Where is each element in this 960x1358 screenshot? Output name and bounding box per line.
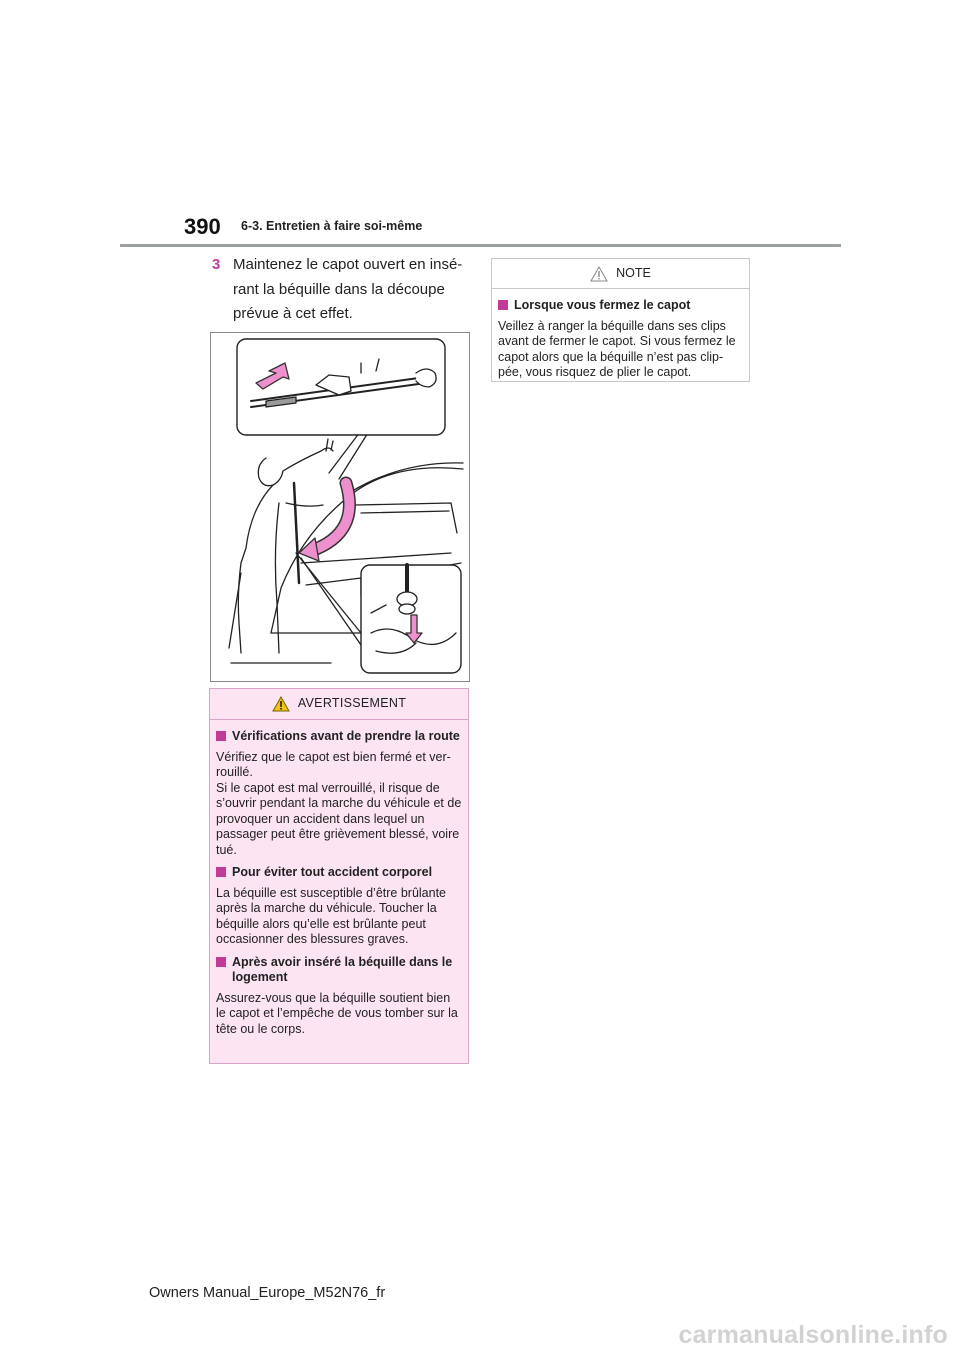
hood-support-rod-illustration [210, 332, 470, 682]
rotate-arrow [311, 483, 349, 551]
note-item-text: Veillez à ranger la béquille dans ses clips avant de fermer le capot. Si vous fermez le capot alors que la béquille n’est pas clip-pée, vous risquez de plier le capot. [498, 318, 736, 379]
warning-content [210, 720, 468, 1037]
page-number: 390 [184, 214, 221, 239]
warning-box [209, 688, 469, 1064]
warning-item-title: Après avoir inséré la béquille dans le logement [216, 955, 462, 986]
caution-triangle-icon [590, 266, 608, 282]
note-heading: NOTE [616, 265, 651, 280]
warning-item-title: Pour éviter tout accident corporel [216, 865, 462, 881]
warning-item-title: Vérifications avant de prendre la route [216, 729, 462, 745]
note-item-title: Lorsque vous fermez le capot [498, 298, 743, 314]
section-title: 6-3. Entretien à faire soi-même [241, 219, 423, 233]
step-text: Maintenez le capot ouvert en insé-rant la béquille dans la découpe prévue à cet effet. [233, 256, 463, 322]
warning-triangle-icon [272, 696, 290, 712]
magenta-square-icon [216, 867, 226, 877]
inset-rod-released [237, 339, 445, 435]
warning-item-text: La béquille est susceptible d’être brûlante après la marche du véhicule. Toucher la béquille alors qu’elle est brûlante peut occasionner des blessures graves. [216, 885, 447, 946]
footer-manual-id: Owners Manual_Europe_M52N76_fr [149, 1285, 386, 1301]
watermark[interactable]: carmanualsonline.info [678, 1321, 948, 1349]
note-header [492, 259, 749, 289]
warning-item-text [216, 750, 462, 859]
rotate-arrow-head [299, 538, 319, 561]
warning-heading: AVERTISSEMENT [297, 696, 407, 711]
magenta-square-icon [498, 300, 508, 310]
magenta-square-icon [216, 957, 226, 967]
header-divider [120, 244, 841, 247]
warning-item-text-line: Vérifiez que le capot est bien fermé et ver-rouillé. Si le capot est mal verrouillé, il risque de s’ouvrir pendant la marche du véhicule et de provoquer un accident dans lequel un passager peut être grièvement blessé, voire tué. [216, 749, 462, 857]
inset-rod-inserted [361, 565, 461, 673]
magenta-square-icon [216, 731, 226, 741]
warning-item-text: Assurez-vous que la béquille soutient bien le capot et l’empêche de vous tomber sur la tête ou le corps. [216, 990, 458, 1036]
step-3 [212, 253, 472, 327]
callout-line-bottom-2 [301, 558, 361, 645]
warning-header [210, 689, 468, 720]
note-box [491, 258, 750, 382]
support-rod [294, 483, 299, 583]
note-content [492, 289, 749, 381]
step-number: 3 [212, 256, 221, 273]
